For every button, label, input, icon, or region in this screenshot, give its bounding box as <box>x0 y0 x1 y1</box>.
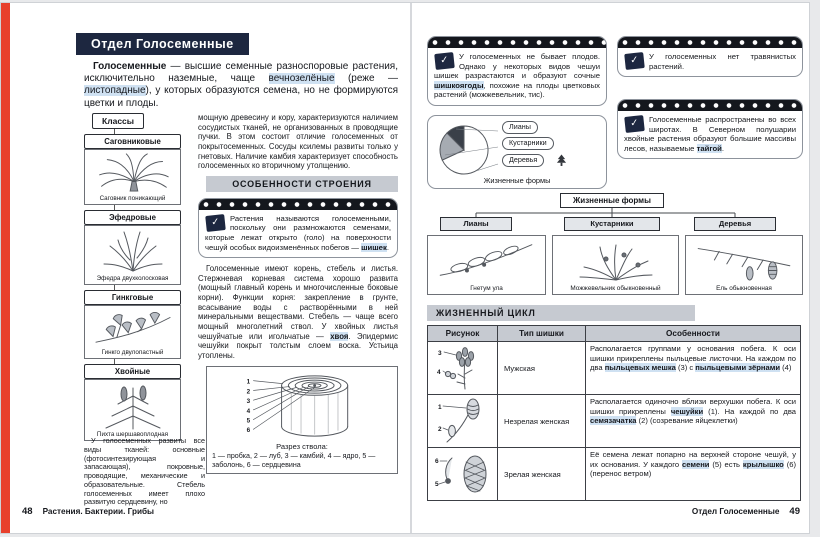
trunk-figure-legend: 1 — пробка, 2 — луб, 3 — камбий, 4 — ядро, 5 — заболонь, 6 — сердцевина <box>212 451 376 469</box>
dots-strip <box>428 37 606 48</box>
trunk-label-5: 5 <box>246 417 251 425</box>
life-cycle-table <box>427 325 801 501</box>
note-body <box>618 48 802 76</box>
mature-cone-image <box>433 450 493 496</box>
figure-label: 1 <box>437 404 442 411</box>
figure-caption: Саговник поникающий <box>99 195 166 203</box>
note-body <box>428 48 606 105</box>
flow-branch-shrubs: Кустарники <box>564 217 660 231</box>
trunk-label-4: 4 <box>246 407 251 415</box>
running-title: Отдел Голосеменные <box>691 507 780 516</box>
red-spine <box>1 3 10 533</box>
figure-cell <box>428 395 498 448</box>
figure-spruce <box>685 235 803 295</box>
flow-root-life-forms: Жизненные формы <box>560 193 664 208</box>
class-label-conifers: Хвойные <box>84 364 181 379</box>
ginkgo-image <box>86 308 180 346</box>
cone-type-cell: Зрелая женская <box>498 448 586 501</box>
paragraph-morphology: Голосеменные имеют корень, стебель и листья. Стержневая корневая система хорошо развита (мощный главный корень и многочисленные боковые корни). Функции корня: закрепление в грунте, всасывание воды с растворёнными в ней минеральными веществами. Стебель — чаще всего мощный многолетний ствол. У хвойных листья чешуйчатые или игольчатые — хвоя. Эпидермис чешуйки покрыт толстым слоем воска. Устьица утоплены. <box>198 264 399 361</box>
note-text: У голосеменных не бывает плодов. Однако у некоторых видов чешуи шишек разрастаются и образуют сочные шишкоягоды, похожие на плоды цветковых растений (можжевельник, тис). <box>434 52 600 100</box>
figure-caption: Гнетум ула <box>470 285 503 292</box>
trunk-label-1: 1 <box>246 378 251 386</box>
flow-branch-trees: Деревья <box>694 217 776 231</box>
class-label-cycads: Саговниковые <box>84 134 181 149</box>
note-text: Голосеменные распространены во всех широтах. В Северном полушарии хвойные растения образуют большие массивы лесов, называемые тайгой. <box>624 115 796 153</box>
figure-label: 6 <box>434 458 439 465</box>
class-figure-ephedra <box>84 225 181 285</box>
note-box-no-herbs <box>617 36 803 77</box>
trunk-figure-title: Разрез ствола: <box>276 441 328 451</box>
trunk-cross-section-image <box>237 370 367 440</box>
column-header-features: Особенности <box>586 326 801 342</box>
dots-strip <box>199 199 397 210</box>
main-text-column <box>198 113 398 474</box>
table-row <box>428 395 801 448</box>
page-title: Отдел Голосеменные <box>76 33 249 55</box>
figure-caption: Ель обыкновенная <box>716 285 772 292</box>
ephedra-image <box>86 228 180 272</box>
book-spread <box>0 2 810 534</box>
paragraph-tissues: У голосеменных развиты все виды тканей: основные (фотосинтезирующая и запасающая), покровные, проводящие, механические и образовательные. Стебель голосеменных имеет плохо развитую сердцевину, но <box>84 436 205 507</box>
trunk-label-6: 6 <box>246 426 251 434</box>
features-cell: Располагается одиночно вблизи верхушки побега. К оси шишки прикреплены чешуйки (1). На каждой по два семязачатка (2) (созревание яйцеклетки) <box>586 395 801 448</box>
figure-cell <box>428 448 498 501</box>
class-figure-ginkgo <box>84 305 181 359</box>
classes-header: Классы <box>92 113 144 129</box>
right-footer <box>692 506 800 517</box>
tree-icon <box>556 153 567 167</box>
figure-label: 4 <box>436 369 441 376</box>
column-header-figure: Рисунок <box>428 326 498 342</box>
dots-strip <box>618 100 802 111</box>
class-figure-cycads <box>84 149 181 205</box>
figure-gnetum <box>427 235 546 295</box>
checkmark-icon: ✓ <box>205 214 226 232</box>
trunk-label-2: 2 <box>246 388 251 396</box>
left-footer <box>22 506 154 517</box>
table-header-row <box>428 326 801 342</box>
right-page <box>412 3 810 533</box>
note-text: У голосеменных нет травянистых растений. <box>649 52 796 71</box>
note-text: Растения называются голосеменными, поскольку они размножаются семенами, которые лежат открыто (голо) на поверхности чешуй особых видоизменённых побегов — шишек. <box>205 213 391 252</box>
pie-label-shrubs: Кустарники <box>502 137 554 150</box>
cone-type-cell: Мужская <box>498 342 586 395</box>
chart-caption: Жизненные формы <box>483 176 551 185</box>
section-title-life-cycle: ЖИЗНЕННЫЙ ЦИКЛ <box>427 305 695 321</box>
class-figure-conifers <box>84 379 181 441</box>
fir-image <box>86 382 180 430</box>
note-body <box>618 111 802 158</box>
classes-column <box>84 113 184 441</box>
trunk-label-3: 3 <box>246 397 251 405</box>
flow-branch-lianas: Лианы <box>440 217 512 231</box>
figure-label: 5 <box>434 481 439 488</box>
figure-label: 2 <box>437 426 442 433</box>
cone-type-cell: Незрелая женская <box>498 395 586 448</box>
running-title: Растения. Бактерии. Грибы <box>42 507 155 516</box>
trunk-figure <box>206 366 398 475</box>
page-number: 49 <box>789 506 800 517</box>
section-title-structure: ОСОБЕННОСТИ СТРОЕНИЯ <box>206 176 398 192</box>
features-cell: Располагается группами у основания побега. К оси шишки прикреплены пыльцевые листочки. На каждом по два пыльцевых мешка (3) с пыльцевыми зёрнами (4) <box>586 342 801 395</box>
figure-caption: Эфедра двухколосковая <box>96 275 169 283</box>
juniper-image <box>558 239 674 281</box>
figure-cell <box>428 342 498 395</box>
figure-caption: Пихта шершавоплодная <box>96 431 169 439</box>
checkmark-icon: ✓ <box>624 52 645 70</box>
table-row <box>428 342 801 395</box>
life-forms-chart <box>427 115 607 189</box>
paragraph-vascular: мощную древесину и кору, характеризуются наличием сосудистых тканей, не организованных в проводящие пучки. В этом состоит отличие голосеменных от покрытосеменных. Сосуды ксилемы развиты только у гнетовых. Наличие камбия характеризует способность голосеменных ко вторичному утолщению. <box>198 113 398 171</box>
column-header-cone-type: Тип шишки <box>498 326 586 342</box>
class-label-ginkgo: Гинкговые <box>84 290 181 305</box>
young-female-cone-image <box>435 397 491 443</box>
note-box-taiga <box>617 99 803 159</box>
note-box-naked-seeds <box>198 198 398 258</box>
left-page <box>10 3 410 533</box>
features-cell: Её семена лежат попарно на верхней стороне чешуй, у их основания. У каждого семени (5) есть крылышко (6) (перенос ветром) <box>586 448 801 501</box>
table-row <box>428 448 801 501</box>
checkmark-icon: ✓ <box>624 115 645 133</box>
figure-label: 3 <box>437 350 442 357</box>
intro-paragraph: Голосеменные — высшие семенные разноспоровые растения, исключительно наземные, чаще вечнозелёные (реже — листопадные), у которых образуются семена, но не формируются цветки и плоды. <box>84 61 398 109</box>
dots-strip <box>618 37 802 48</box>
class-label-ephedra: Эфедровые <box>84 210 181 225</box>
note-body <box>199 210 397 257</box>
spruce-image <box>692 239 796 281</box>
male-cones-image <box>435 344 491 390</box>
figure-caption: Гинкго двулопастный <box>101 349 164 357</box>
figure-juniper <box>552 235 679 295</box>
page-number: 48 <box>22 506 33 517</box>
figure-caption: Можжевельник обыкновенный <box>570 285 661 292</box>
note-box-no-fruits <box>427 36 607 106</box>
checkmark-icon: ✓ <box>434 52 455 70</box>
pie-label-trees: Деревья <box>502 154 544 167</box>
pie-label-lianas: Лианы <box>502 121 538 134</box>
gnetum-image <box>433 239 541 281</box>
cycad-image <box>86 152 180 192</box>
